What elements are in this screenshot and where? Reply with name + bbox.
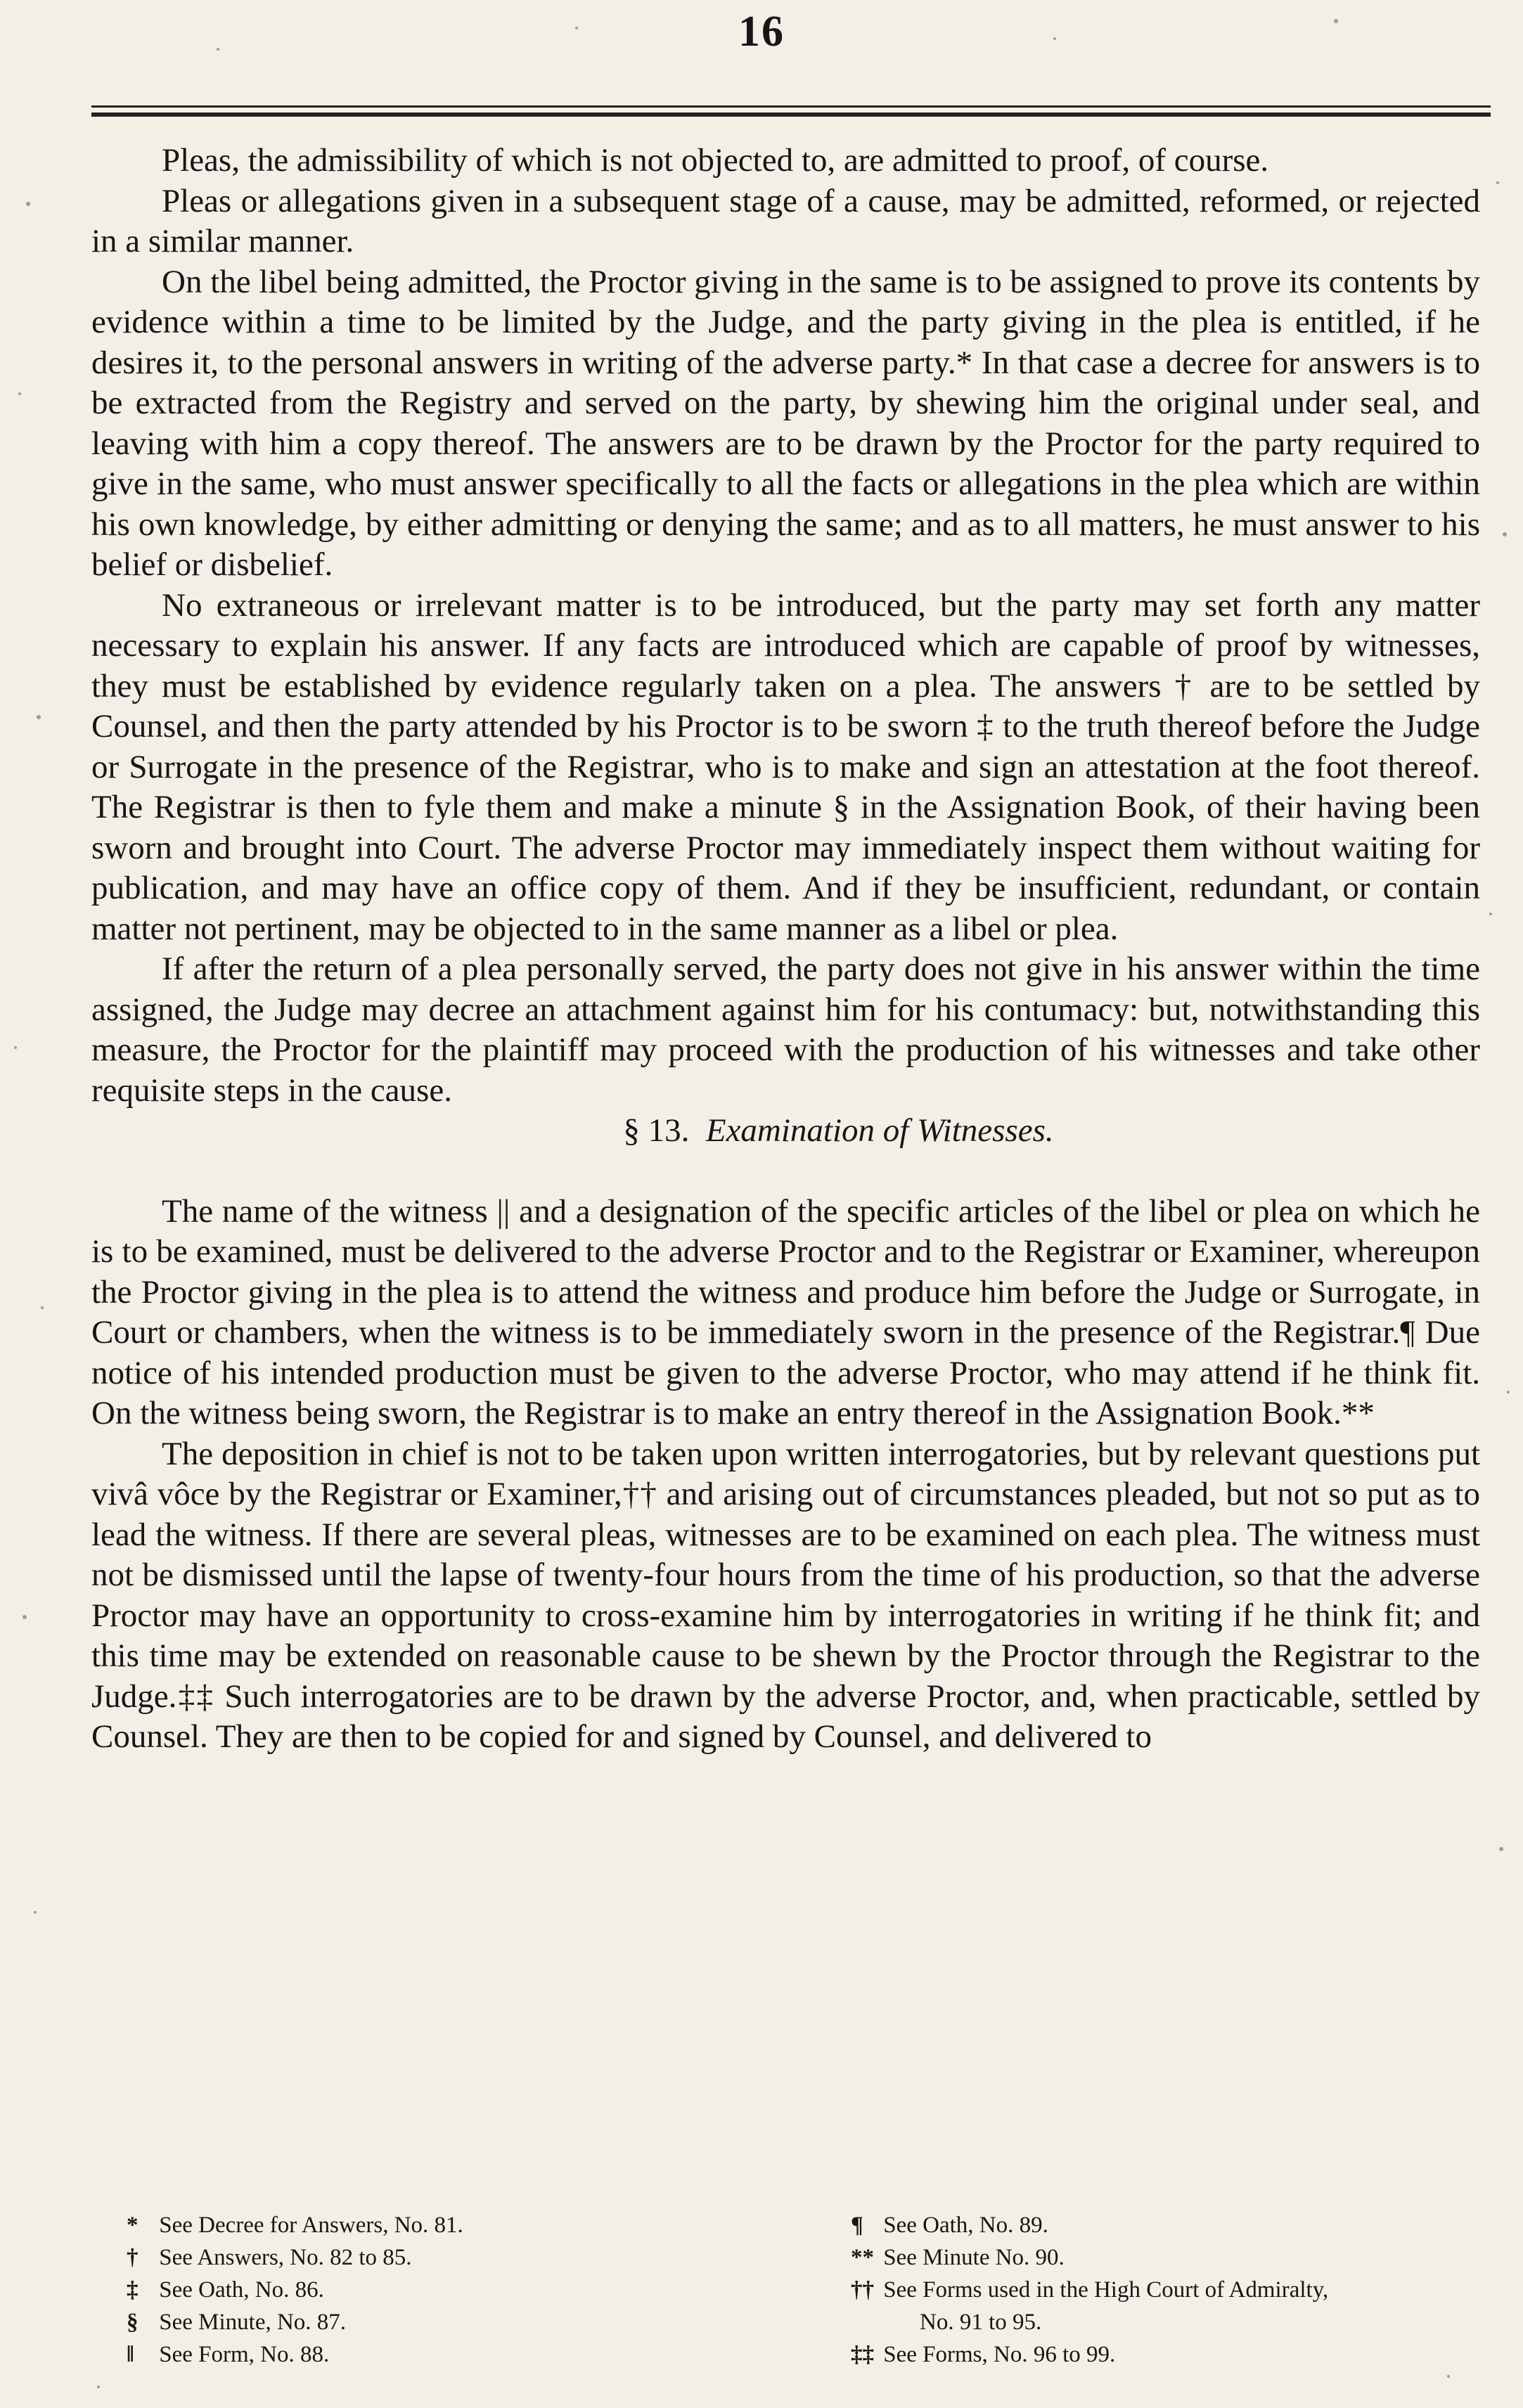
paragraph: On the libel being admitted, the Proctor giving in the same is to be assigned to prove its contents by evidence within a time to be limited by the Judge, and the party giving in the plea is entitled, if he desires it, to the personal answers in writing of the adverse party.* In that case a decree for answers is to be extracted from the Registry and served on the party, by shewing him the original under seal, and leaving with him a copy thereof. The answers are to be drawn by the Proctor for the party required to give in the same, who must answer specifically to all the facts or allegations in the plea which are within his own knowledge, by either admitting or denying the same; and as to all matters, he must answer to his belief or disbelief. — [91, 263, 1480, 583]
footnote — [127, 2209, 766, 2241]
footnotes-left — [127, 2209, 766, 2371]
footnote-text: See Oath, No. 89. — [883, 2213, 1048, 2238]
footnote-text: See Minute No. 90. — [883, 2245, 1065, 2270]
footnote-mark: ¶ — [851, 2213, 863, 2238]
page-number: 16 — [738, 8, 785, 56]
footnote-mark: ‖ — [127, 2342, 134, 2367]
footnote — [127, 2338, 766, 2371]
section-number: § 13. — [623, 1112, 690, 1149]
footnote-mark: † — [127, 2245, 139, 2270]
footnote-text: See Minute, No. 87. — [159, 2310, 347, 2335]
footnote-text: See Decree for Answers, No. 81. — [159, 2213, 463, 2238]
footnote-mark: ‡‡ — [851, 2342, 874, 2367]
footnote-continuation — [851, 2306, 1491, 2338]
footnote-text: See Forms, No. 96 to 99. — [883, 2342, 1116, 2367]
body-text — [91, 141, 1480, 1758]
footnote-mark: ** — [851, 2245, 874, 2270]
footnote-text: No. 91 to 95. — [920, 2310, 1042, 2335]
footnotes — [127, 2209, 1491, 2371]
footnote — [851, 2241, 1491, 2274]
footnote-text: See Answers, No. 82 to 85. — [159, 2245, 412, 2270]
footnote-mark: § — [127, 2310, 139, 2335]
footnote — [851, 2209, 1491, 2241]
paragraph: The deposition in chief is not to be taken upon written interrogatories, but by relevant questions put vivâ vôce by the Registrar or Examiner,†† and arising out of circumstances pleaded, but not so put as to lead the witness. If there are several pleas, witnesses are to be examined on each plea. The witness must not be dismissed until the lapse of twenty-four hours from the time of his production, so that the adverse Proctor may have an opportunity to cross-examine him by interrogatories in writing if he think fit; and this time may be extended on reasonable cause to be shewn by the Proctor through the Registrar to the Judge.‡‡ Such interrogatories are to be drawn by the adverse Proctor, and, when practicable, settled by Counsel. They are then to be copied for and signed by Counsel, and delivered to — [91, 1435, 1480, 1755]
footnote-text: See Form, No. 88. — [159, 2342, 330, 2367]
footnote — [127, 2274, 766, 2306]
paragraph: The name of the witness || and a designation of the specific articles of the libel or plea on which he is to be examined, must be delivered to the adverse Proctor and to the Registrar or Examiner, whereupon the Proctor giving in the plea is to attend the witness and produce him before the Judge or Surrogate, in Court or chambers, when the witness is to be immediately sworn in the presence of the Registrar.¶ Due notice of his intended production must be given to the adverse Proctor, who may attend if he think fit. On the witness being sworn, the Registrar is to make an entry thereof in the Assignation Book.** — [91, 1192, 1480, 1431]
footnote — [851, 2274, 1491, 2306]
footnote-mark: ‡ — [127, 2277, 139, 2303]
paragraph: Pleas or allegations given in a subsequent stage of a cause, may be admitted, reformed, or rejected in a similar manner. — [91, 182, 1480, 259]
footnote-mark: * — [127, 2213, 139, 2238]
footnote-mark: †† — [851, 2277, 874, 2303]
paragraph: If after the return of a plea personally served, the party does not give in his answer within the time assigned, the Judge may decree an attachment against him for his contumacy: but, notwithstanding this measure, the Proctor for the plaintiff may proceed with the production of his witnesses and take other requisite steps in the cause. — [91, 951, 1480, 1109]
section-title: Examination of Witnesses. — [705, 1112, 1054, 1149]
footnote-text: See Forms used in the High Court of Admiralty, — [883, 2277, 1329, 2303]
paragraph: No extraneous or irrelevant matter is to be introduced, but the party may set forth any matter necessary to explain his answer. If any facts are introduced which are capable of proof by witnesses, they must be established by evidence regularly taken on a plea. The answers † are to be settled by Counsel, and then the party attended by his Proctor is to be sworn ‡ to the truth thereof before the Judge or Surrogate in the presence of the Registrar, who is to make and sign an attestation at the foot thereof. The Registrar is then to fyle them and make a minute § in the Assignation Book, of their having been sworn and brought into Court. The adverse Proctor may immediately inspect them without waiting for publication, and may have an office copy of them. And if they be insufficient, redundant, or contain matter not pertinent, may be objected to in the same manner as a libel or plea. — [91, 586, 1480, 947]
footnote — [127, 2306, 766, 2338]
footnote-text: See Oath, No. 86. — [159, 2277, 324, 2303]
footnote — [851, 2338, 1491, 2371]
footnote — [127, 2241, 766, 2274]
footnotes-right — [766, 2209, 1491, 2371]
header-double-rule — [91, 105, 1491, 117]
paragraph: Pleas, the admissibility of which is not objected to, are admitted to proof, of course. — [162, 142, 1269, 179]
section-heading — [91, 1111, 1480, 1152]
